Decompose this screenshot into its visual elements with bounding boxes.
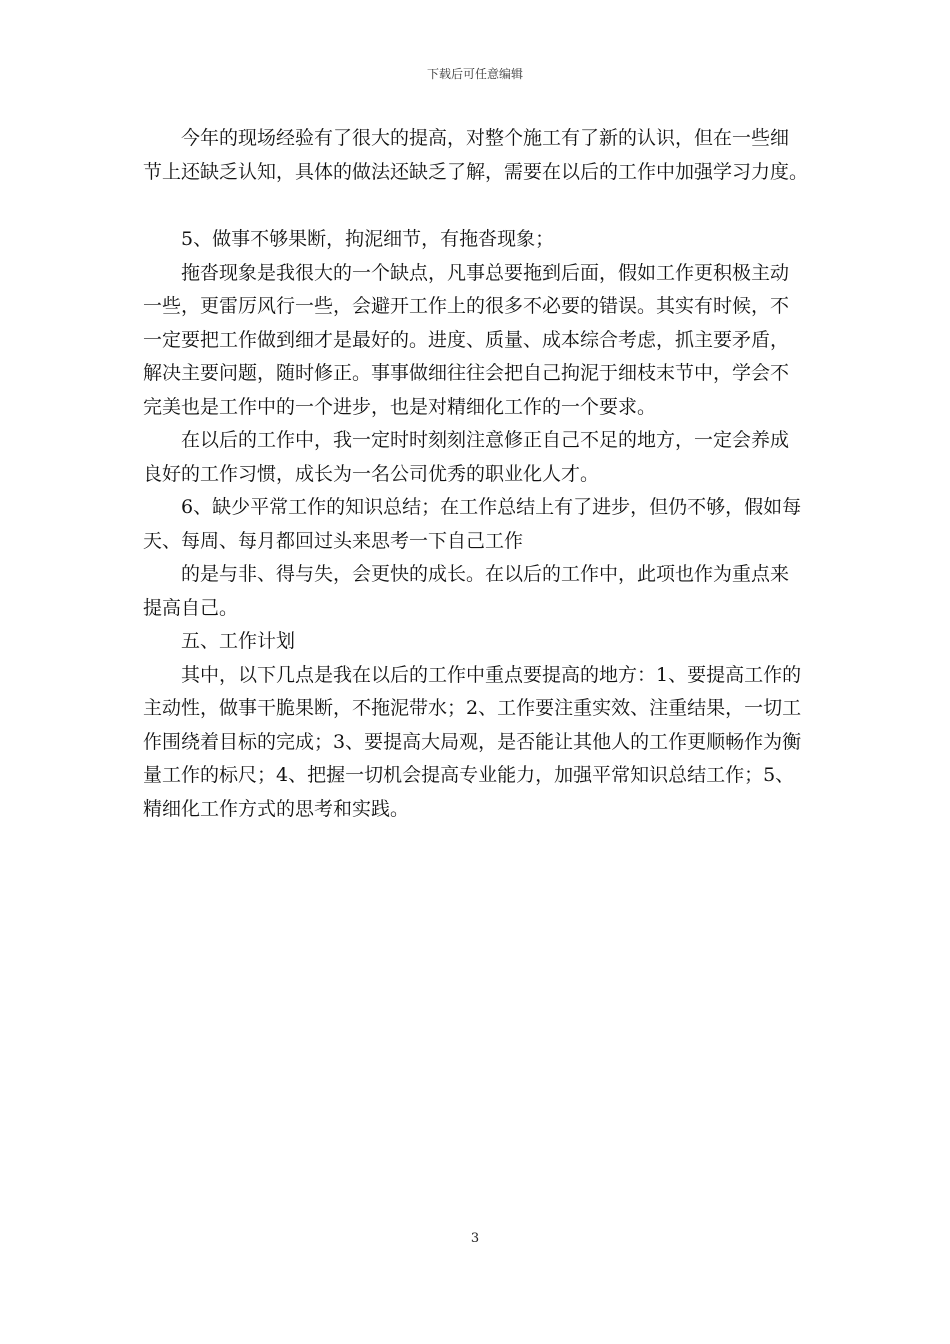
paragraph-point-6 <box>143 491 811 558</box>
text-line: 今年的现场经验有了很大的提高，对整个施工有了新的认识，但在一些细 <box>181 127 790 149</box>
paragraph-work-plan <box>143 659 811 827</box>
header-note: 下载后可任意编辑 <box>426 67 523 81</box>
text-line: 在以后的工作中，我一定时时刻刻注意修正自己不足的地方，一定会养成 <box>181 429 790 451</box>
text-line: 主动性，做事干脆果断，不拖泥带水；2、工作要注重实效、注重结果，一切工 <box>143 697 802 719</box>
paragraph-point-5-heading <box>143 223 811 257</box>
text-line: 作围绕着目标的完成；3、要提高大局观，是否能让其他人的工作更顺畅作为衡 <box>143 730 802 753</box>
paragraph-procrastination <box>143 257 811 425</box>
text-line: 精细化工作方式的思考和实践。 <box>143 797 410 820</box>
text-line: 其中，以下几点是我在以后的工作中重点要提高的地方：1、要提高工作的 <box>181 663 802 686</box>
text-line: 完美也是工作中的一个进步，也是对精细化工作的一个要求。 <box>143 395 657 418</box>
text-line: 节上还缺乏认知，具体的做法还缺乏了解，需要在以后的工作中加强学习力度。 <box>143 160 809 183</box>
text-line: 良好的工作习惯，成长为一名公司优秀的职业化人才。 <box>143 462 600 485</box>
text-line: 量工作的标尺；4、把握一切机会提高专业能力，加强平常知识总结工作；5、 <box>143 764 795 786</box>
text-line: 提高自己。 <box>143 596 239 619</box>
section-heading-work-plan <box>143 625 811 659</box>
document-body <box>143 122 811 826</box>
text-line: 五、工作计划 <box>181 630 296 652</box>
text-line: 拖沓现象是我很大的一个缺点，凡事总要拖到后面，假如工作更积极主动 <box>181 261 790 284</box>
text-line: 6、缺少平常工作的知识总结；在工作总结上有了进步，但仍不够，假如每 <box>181 496 802 518</box>
text-line: 一定要把工作做到细才是最好的。进度、质量、成本综合考虑，抓主要矛盾， <box>143 328 790 351</box>
paragraph-point-6-continued <box>143 558 811 625</box>
paragraph-gap <box>143 189 811 223</box>
text-line: 一些，更雷厉风行一些，会避开工作上的很多不必要的错误。其实有时候，不 <box>143 295 790 317</box>
text-line: 的是与非、得与失，会更快的成长。在以后的工作中，此项也作为重点来 <box>181 563 790 585</box>
text-line: 5、做事不够果断，拘泥细节，有拖沓现象； <box>181 228 555 250</box>
text-line: 解决主要问题，随时修正。事事做细往往会把自己拘泥于细枝末节中，学会不 <box>143 362 790 384</box>
paragraph-future-improvement <box>143 424 811 491</box>
text-line: 天、每周、每月都回过头来思考一下自己工作 <box>143 529 524 552</box>
page-number: 3 <box>470 1231 480 1246</box>
paragraph-site-experience <box>143 122 811 189</box>
